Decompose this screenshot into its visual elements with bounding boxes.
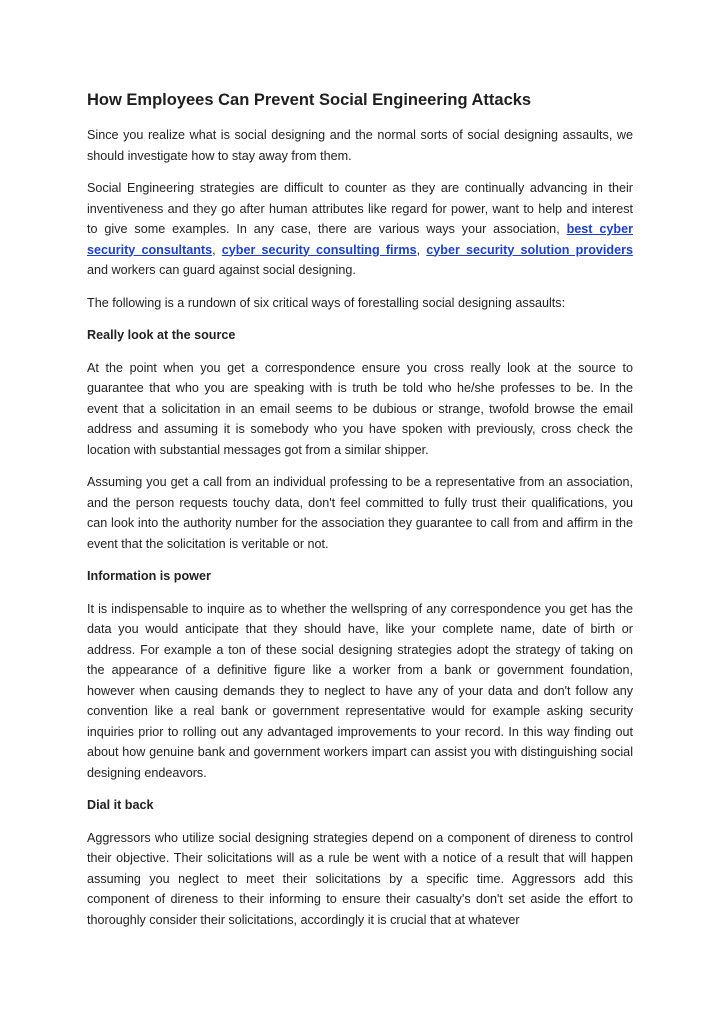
dial-back-paragraph: Aggressors who utilize social designing strategies depend on a component of direness to control their objective. Their solicitations will as a rule be went with a notice of a result that will happen assuming you neglect to meet their solicitations by a specific time. Aggressors add this component of direness to their informing to ensure their casualty's don't set aside the effort to thoroughly consider their solicitations, accordingly it is crucial that at whatever — [87, 830, 633, 927]
document-page — [87, 88, 633, 942]
link-best-cyber-security-consultants[interactable]: best cyber security consultants — [87, 222, 634, 257]
heading-dial-back: Dial it back — [87, 798, 154, 812]
intro-paragraph: Since you realize what is social designing and the normal sorts of social designing assaults, we should investigate how to stay away from them. — [87, 128, 633, 163]
heading-check-source: Really look at the source — [87, 328, 236, 342]
link-cyber-security-solution-providers[interactable]: cyber security solution providers — [426, 242, 634, 257]
link-separator: , — [212, 242, 216, 257]
rundown-paragraph: The following is a rundown of six critical ways of forestalling social designing assaults: — [87, 295, 566, 310]
strategies-text: Social Engineering strategies are difficult to counter as they are continually advancing in their inventiveness and they go after human attributes like regard for power, want to help and interest to give some examples. In any case, there are various ways your association, — [87, 181, 633, 236]
strategies-paragraph — [87, 178, 633, 281]
link-cyber-security-consulting-firms[interactable]: cyber security consulting firms — [221, 242, 417, 257]
source-paragraph-2: Assuming you get a call from an individual professing to be a representative from an association, and the person requests touchy data, don't feel committed to fully trust their qualifications, you can look into the authority number for the association they guarantee to call from and affirm in the event that the solicitation is veritable or not. — [87, 475, 633, 551]
heading-information-power: Information is power — [87, 569, 211, 583]
information-paragraph: It is indispensable to inquire as to whether the wellspring of any correspondence you get has the data you would anticipate that they should have, like your complete name, date of birth or address. For example a ton of these social designing strategies adopt the strategy of taking on the appearance of a definitive figure like a worker from a bank or government foundation, however when causing demands they to neglect to have any of your data and don't follow any convention like a real bank or government representative would for example asking security inquiries prior to rolling out any advantaged improvements to your record. In this way finding out about how genuine bank and government workers impart can assist you with distinguishing social designing endeavors. — [87, 601, 633, 780]
link-separator: , — [416, 242, 421, 257]
source-paragraph-1: At the point when you get a correspondence ensure you cross really look at the source to guarantee that who you are speaking with is truth be told who he/she professes to be. In the event that a solicitation in an email seems to be dubious or strange, twofold browse the email address and assuming it is somebody who you have spoken with previously, cross check the location with substantial messages got from a similar shipper. — [87, 360, 633, 457]
page-title: How Employees Can Prevent Social Engineering Attacks — [87, 91, 532, 109]
strategies-tail: and workers can guard against social designing. — [87, 263, 356, 277]
